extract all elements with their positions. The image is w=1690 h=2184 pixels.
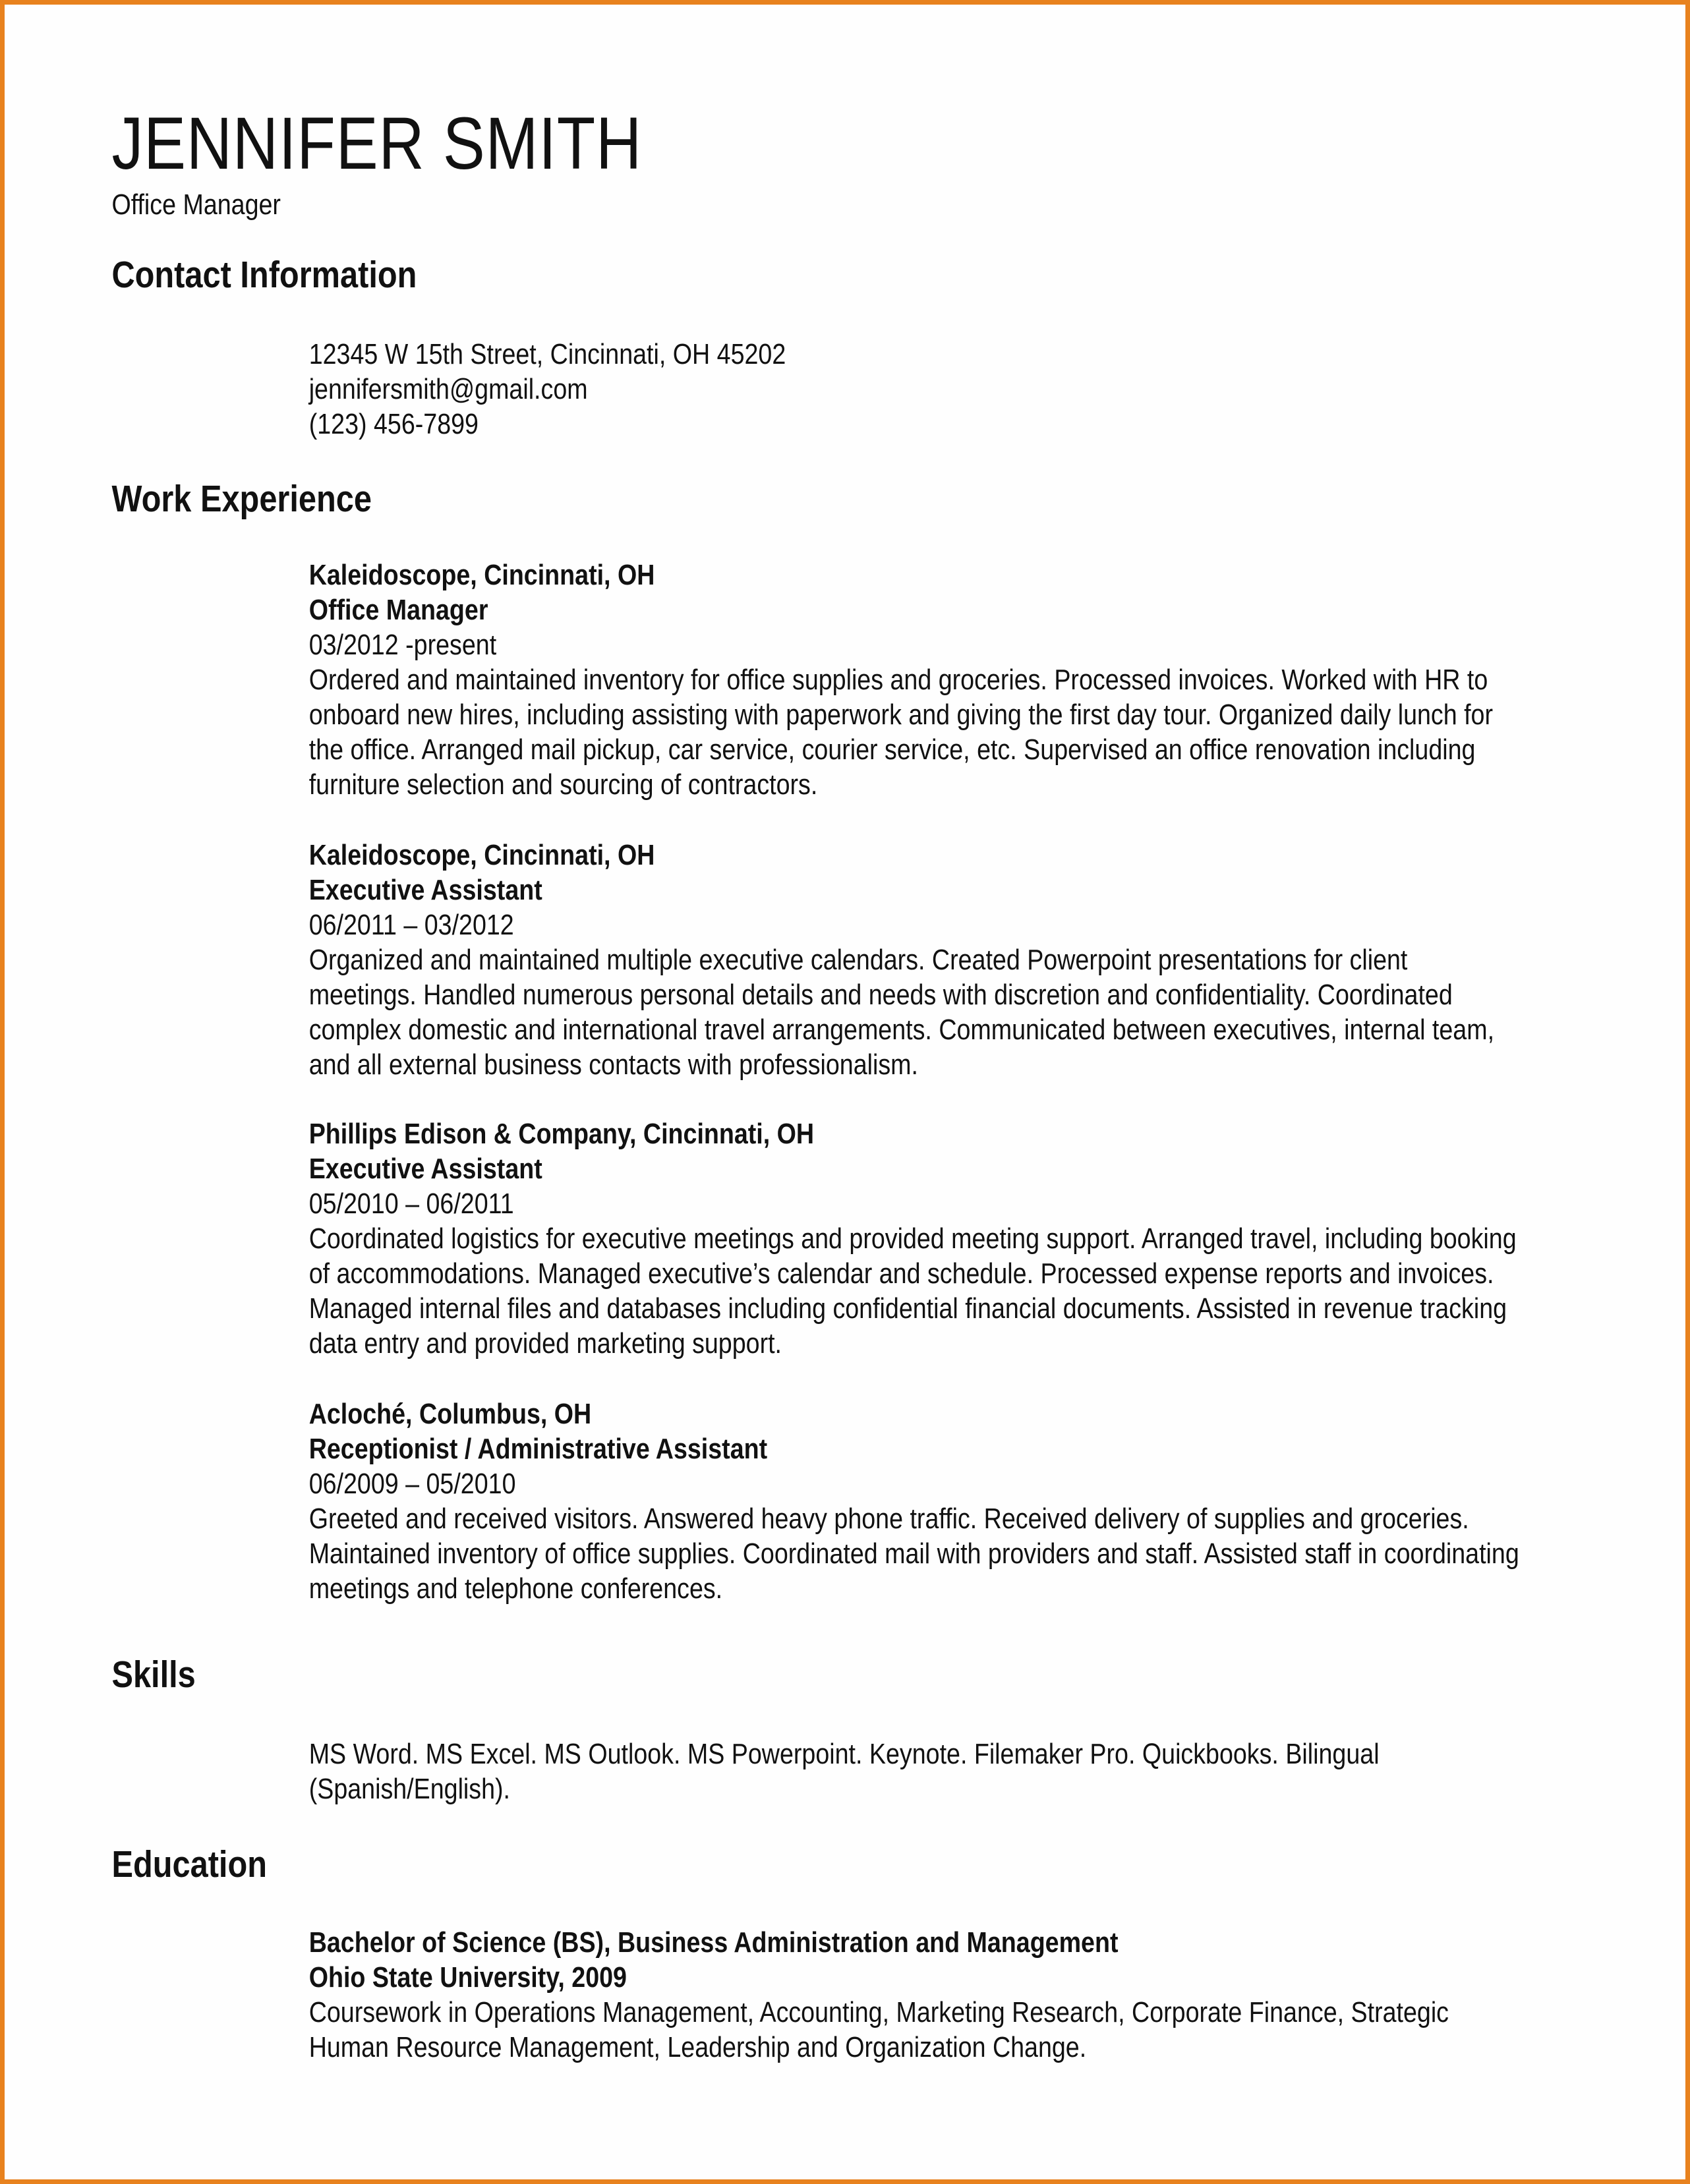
contact-phone: (123) 456-7899 [308,408,479,440]
contact-information-heading: Contact Information [111,254,417,296]
job-description: Coordinated logistics for executive meetings and provided meeting support. Arranged travel, including booking of accommodations. Managed executive’s calendar and schedule. Processed expense reports and invoices. Managed internal files and databases including confidential financial documents. Assisted in revenue tracking data entry and provided marketing support. [308,1222,1517,1360]
job-company: Phillips Edison & Company, Cincinnati, OH [308,1118,815,1150]
job-dates: 05/2010 – 06/2011 [308,1188,514,1220]
work-experience-heading: Work Experience [111,478,372,520]
job-description: Greeted and received visitors. Answered heavy phone traffic. Received delivery of supplies and groceries. Maintained inventory of office supplies. Coordinated mail with providers and staff. Assisted staff in coordinating meetings and telephone conferences. [308,1503,1519,1605]
contact-details [309,337,1521,442]
job-title: Office Manager [308,594,488,626]
person-job-title: Office Manager [111,188,281,221]
education-degree: Bachelor of Science (BS), Business Administration and Management [308,1926,1119,1959]
section-work-experience [111,476,1685,1606]
job-company: Kaleidoscope, Cincinnati, OH [308,559,655,591]
contact-address: 12345 W 15th Street, Cincinnati, OH 45202 [308,338,786,370]
skills-text: MS Word. MS Excel. MS Outlook. MS Powerpoint. Keynote. Filemaker Pro. Quickbooks. Bilingual (Spanish/English). [308,1738,1380,1805]
job-dates: 03/2012 -present [308,629,497,661]
education-details [309,1925,1521,2065]
education-coursework: Coursework in Operations Management, Accounting, Marketing Research, Corporate Finance, Strategic Human Resource Management, Leadership and Organization Change. [308,1996,1449,2063]
job-company: Kaleidoscope, Cincinnati, OH [308,839,655,871]
job-dates: 06/2011 – 03/2012 [308,909,514,941]
work-experience-list [309,558,1521,1606]
job-entry [309,1116,1521,1361]
education-school: Ohio State University, 2009 [308,1961,627,1994]
section-education [111,1842,1685,2065]
contact-email: jennifersmith@gmail.com [308,373,588,405]
job-title: Receptionist / Administrative Assistant [308,1433,768,1465]
job-description: Ordered and maintained inventory for office supplies and groceries. Processed invoices. Worked with HR to onboard new hires, including assisting with paperwork and giving the first day tour. Organized daily lunch for the office. Arranged mail pickup, car service, courier service, etc. Supervised an office renovation including furniture selection and sourcing of contractors. [308,664,1494,801]
section-skills [111,1652,1685,1806]
education-heading: Education [111,1843,268,1885]
resume-content [5,5,1685,2065]
job-title: Executive Assistant [308,874,542,906]
job-dates: 06/2009 – 05/2010 [308,1468,516,1500]
job-description: Organized and maintained multiple executive calendars. Created Powerpoint presentations for client meetings. Handled numerous personal details and needs with discretion and confidentiality. Coordinated complex domestic and international travel arrangements. Communicated between executives, internal team, and all external business contacts with professionalism. [308,944,1495,1081]
skills-heading: Skills [111,1653,196,1696]
job-company: Acloché, Columbus, OH [308,1398,592,1430]
section-contact-information [111,252,1685,442]
job-entry [309,1396,1521,1606]
person-name: JENNIFER SMITH [111,102,643,185]
job-entry [309,838,1521,1082]
job-title: Executive Assistant [308,1153,542,1185]
skills-details [309,1737,1521,1806]
job-entry [309,558,1521,802]
